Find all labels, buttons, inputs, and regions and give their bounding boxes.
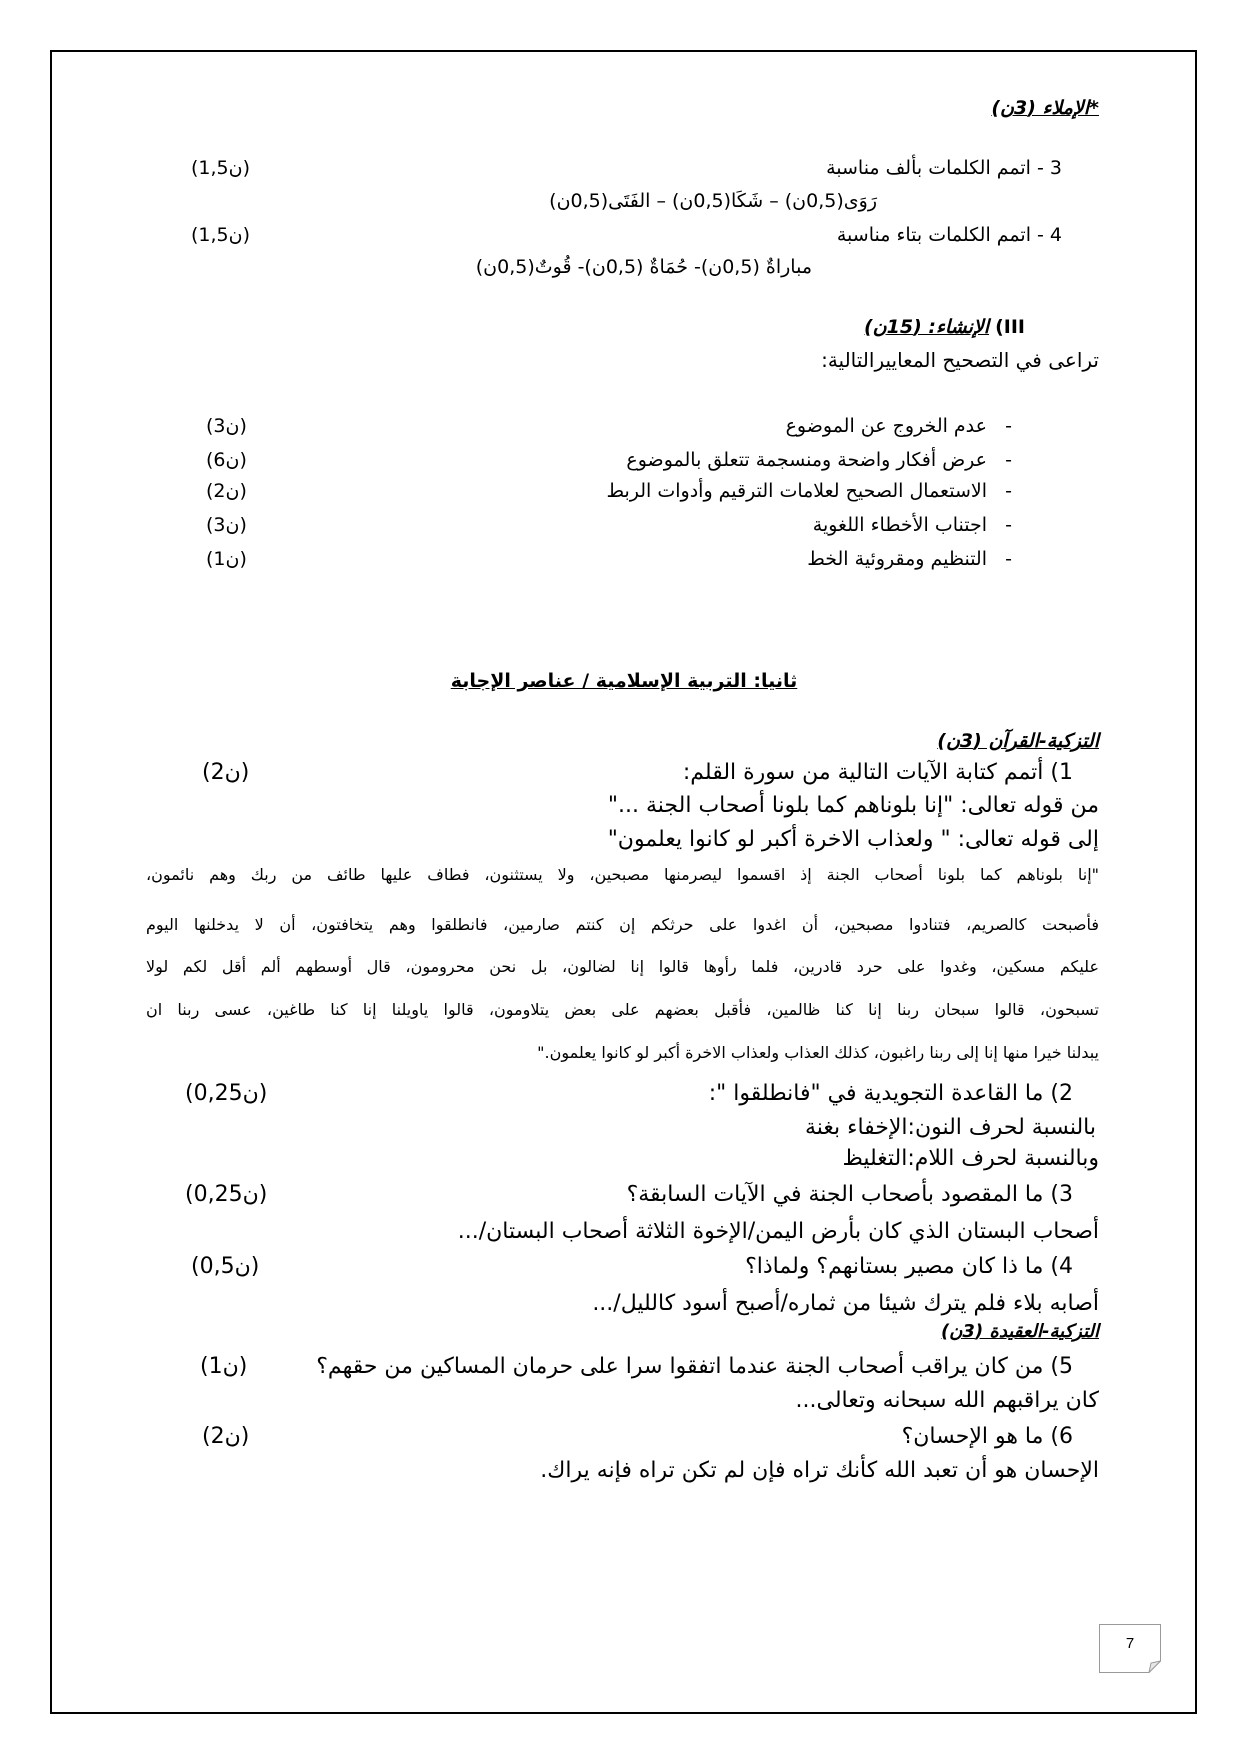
verse-line: فأصبحت كالصريم، فتنادوا مصبحين، أن اغدوا على حرثكم إن كنتم صارمين، فانطلقوا وهم يتخافتون، أن لا يدخلنها اليوم [146,915,1099,934]
answer-text: وبالنسبة لحرف اللام:التغليظ [842,1146,1099,1171]
subsection-heading-aqida: التزكية-العقيدة (3ن) [940,1321,1099,1342]
question-text: 6) ما هو الإحسان؟ [901,1424,1073,1449]
answer-text: أصابه بلاء فلم يترك شيئا من ثماره/أصبح أسود كالليل/... [592,1291,1099,1316]
page-number-box [1099,1624,1161,1673]
score-label: (0,25ن) [185,1182,268,1207]
criteria-item: اجتناب الأخطاء اللغوية [812,514,987,536]
section-heading-insha [864,318,1025,337]
answer-text: كان يراقبهم الله سبحانه وتعالى... [795,1388,1099,1413]
question-text: 3) ما المقصود بأصحاب الجنة في الآيات السابقة؟ [626,1182,1073,1207]
score-label: (1,5ن) [191,224,251,246]
answer-text: بالنسبة لحرف النون:الإخفاء بغنة [804,1115,1096,1140]
page-number: 7 [1125,1635,1135,1652]
section-heading-imla: *الإملاء (3ن) [991,97,1099,119]
verse-line: "إنا بلوناهم كما بلونا أصحاب الجنة إذ اقسموا ليصرمنها مصبحين، ولا يستثنون، فطاف عليها طائف من ربك وهم نائمون، [146,865,1099,884]
score-label: (2ن) [202,1424,250,1449]
criteria-item: التنظيم ومقروئية الخط [807,548,987,570]
question-text: 4 - اتمم الكلمات بتاء مناسبة [836,224,1062,246]
score-label: (2ن) [206,480,247,502]
score-label: (1,5ن) [191,157,251,179]
score-label: (3ن) [206,514,247,536]
list-marker: - [1005,480,1012,502]
answer-text: رَوَى(0,5ن) – شَكَا(0,5ن) – الفَتَى(0,5ن) [549,190,877,212]
answer-text: مباراةٌ (0,5ن)- حُمَاةٌ (0,5ن)- قُوتٌ(0,5ن) [475,256,812,278]
criteria-item: عرض أفكار واضحة ومنسجمة تتعلق بالموضوع [626,449,987,471]
answer-text: الإحسان هو أن تعبد الله كأنك تراه فإن لم تكن تراه فإنه يراك. [540,1458,1099,1483]
subsection-heading-quran: التزكية-القرآن (3ن) [937,730,1099,752]
score-label: (3ن) [206,415,247,437]
verse-line: عليكم مسكين، وغدوا على حرد قادرين، فلما رأوها قالوا إنا لضالون، بل نحن محرومون، قال أوسطهم ألم أقل لكم لولا [146,957,1099,976]
score-label: (1ن) [200,1354,248,1379]
question-text: 5) من كان يراقب أصحاب الجنة عندما اتفقوا سرا على حرمان المساكين من حقهم؟ [316,1354,1073,1379]
score-label: (0,25ن) [185,1081,268,1106]
criteria-item: الاستعمال الصحيح لعلامات الترقيم وأدوات الربط [606,480,987,502]
criteria-item: عدم الخروج عن الموضوع [785,415,987,437]
list-marker: - [1005,514,1012,536]
question-text: 1) أتمم كتابة الآيات التالية من سورة القلم: [682,760,1073,785]
score-label: (0,5ن) [191,1254,260,1279]
verse-line: يبدلنا خيرا منها إنا إلى ربنا راغبون، كذلك العذاب ولعذاب الاخرة أكبر لو كانوا يعلمون." [537,1043,1099,1062]
section-title-islamic: ثانيا: التربية الإسلامية / عناصر الإجابة [450,670,798,692]
score-label: (6ن) [206,449,247,471]
list-marker: - [1005,548,1012,570]
question-text: 2) ما القاعدة التجويدية في "فانطلقوا ": [708,1081,1073,1106]
list-marker: - [1005,415,1012,437]
score-label: (2ن) [202,760,250,785]
criteria-intro: تراعى في التصحيح المعاييرالتالية: [821,348,1099,372]
verse-range-end: إلى قوله تعالى: " ولعذاب الاخرة أكبر لو كانوا يعلمون" [607,827,1099,852]
verse-line: تسبحون، قالوا سبحان ربنا إنا كنا ظالمين، فأقبل بعضهم على بعض يتلاومون، قالوا ياويلنا إنا كنا طاغين، عسى ربنا ان [146,1000,1099,1019]
question-text: 3 - اتمم الكلمات بألف مناسبة [826,157,1062,179]
question-text: 4) ما ذا كان مصير بستانهم؟ ولماذا؟ [745,1254,1073,1279]
verse-range-start: من قوله تعالى: "إنا بلوناهم كما بلونا أصحاب الجنة ..." [607,793,1099,818]
score-label: (1ن) [206,548,247,570]
section-numeral: III) [995,316,1025,338]
answer-text: أصحاب البستان الذي كان بأرض اليمن/الإخوة الثلاثة أصحاب البستان/... [457,1219,1099,1244]
list-marker: - [1005,449,1012,471]
section-title: الإنشاء: (15ن) [863,316,990,338]
